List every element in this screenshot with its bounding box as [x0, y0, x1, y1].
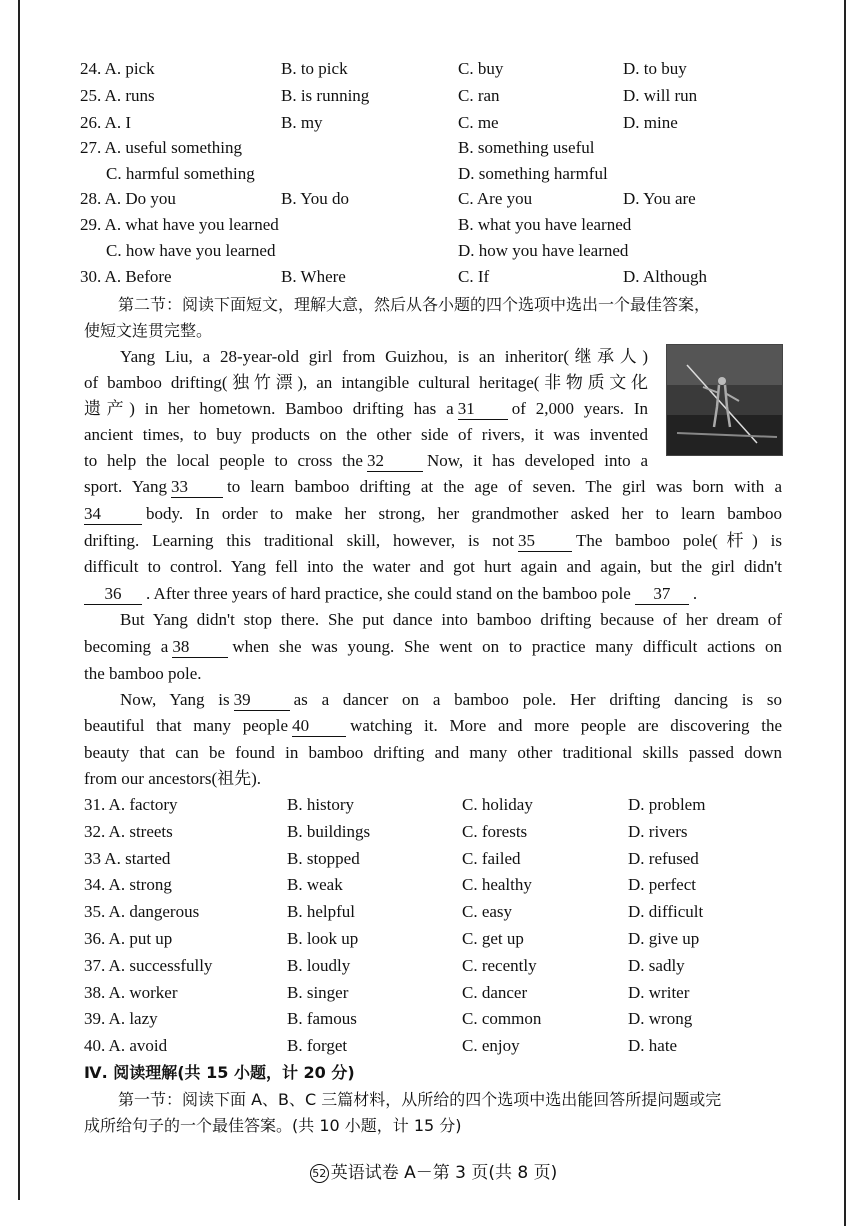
blank-40: 40: [292, 716, 346, 737]
option-a: 26. A. I: [80, 113, 131, 132]
option-a: 33 A. started: [84, 848, 171, 868]
option-d: D. sadly: [628, 955, 685, 975]
option-a: 30. A. Before: [80, 267, 172, 286]
question-25-row: [0, 83, 867, 109]
option-b: B. my: [281, 113, 323, 132]
option-d: D. hate: [628, 1036, 678, 1056]
option-c: C. recently: [462, 955, 537, 975]
option-d: D. problem: [628, 795, 706, 814]
option-d: D. will run: [623, 86, 698, 105]
option-b: B. loudly: [287, 955, 351, 975]
option-b: B. You do: [281, 189, 350, 208]
option-b: B. buildings: [287, 821, 371, 841]
option-b: B. is running: [281, 86, 370, 105]
question-39-row: [0, 1006, 867, 1032]
part4-heading: Ⅳ. 阅读理解(共 15 小题，计 20 分): [84, 1063, 355, 1082]
question-37-row: [0, 953, 867, 979]
option-a: 31. A. factory: [84, 795, 178, 814]
passage-line-12: becoming a 38 when she was young. She went on to practice many difficult actions on: [84, 637, 782, 656]
passage-line-4: ancient times, to buy products on the other side of rivers, it was invented: [84, 425, 648, 444]
option-d: D. give up: [628, 929, 700, 948]
option-b: B. forget: [287, 1036, 348, 1056]
passage-line-10: 36 . After three years of hard practice, she could stand on the bamboo pole 37 .: [84, 581, 782, 607]
option-d: D. refused: [628, 848, 699, 868]
question-32-row: [0, 819, 867, 845]
option-d: D. to buy: [623, 59, 687, 78]
option-d: D. writer: [628, 982, 690, 1002]
option-a: 27. A. useful something: [80, 138, 242, 157]
passage-line-11: But Yang didn't stop there. She put dance into bamboo drifting because of her dream of: [120, 610, 782, 629]
option-d: D. difficult: [628, 902, 704, 922]
option-c: C. common: [462, 1009, 542, 1029]
question-36-row: [0, 926, 867, 952]
passage-line-2: of bamboo drifting(独竹漂), an intangible cultural heritage(非物质文化: [84, 373, 648, 392]
option-b: B. to pick: [281, 59, 348, 78]
blank-38: 38: [172, 637, 228, 658]
option-b: B. look up: [287, 929, 359, 948]
passage-line-14: Now, Yang is 39 as a dancer on a bamboo pole. Her drifting dancing is so: [120, 690, 782, 709]
option-b: B. famous: [287, 1009, 357, 1029]
passage-line-16: beauty that can be found in bamboo drifting and many other traditional skills passed down: [84, 743, 782, 762]
question-27-row1: [0, 135, 867, 161]
option-a: 29. A. what have you learned: [80, 215, 279, 234]
option-d: D. wrong: [628, 1009, 693, 1029]
option-c: C. buy: [458, 59, 504, 78]
part4-instruction: 第一节：阅读下面 A、B、C 三篇材料，从所给的四个选项中选出能回答所提问题或完: [118, 1090, 722, 1109]
blank-33: 33: [171, 477, 223, 498]
option-b: B. something useful: [458, 138, 595, 157]
question-38-row: [0, 980, 867, 1006]
option-a: 36. A. put up: [84, 929, 173, 948]
passage-line-15: beautiful that many people 40 watching it. More and more people are discovering the: [84, 716, 782, 735]
option-c: C. how have you learned: [106, 241, 276, 260]
option-a: 32. A. streets: [84, 821, 173, 841]
option-c: C. Are you: [458, 189, 533, 208]
blank-36: 36: [84, 584, 142, 605]
option-a: 35. A. dangerous: [84, 902, 200, 922]
passage-line-17: from our ancestors(祖先).: [84, 769, 262, 788]
option-a: 40. A. avoid: [84, 1036, 168, 1056]
passage-line-1: Yang Liu, a 28-year-old girl from Guizhou, is an inheritor(继承人): [120, 347, 648, 366]
option-c: C. failed: [462, 848, 521, 868]
option-c: C. forests: [462, 821, 528, 841]
question-31-row: [0, 792, 867, 818]
passage-line-9: difficult to control. Yang fell into the water and got hurt again and again, but the girl didn't: [84, 557, 782, 576]
question-34-row: [0, 872, 867, 898]
question-30-row: [0, 264, 867, 290]
blank-37: 37: [635, 584, 689, 605]
option-b: B. what you have learned: [458, 215, 632, 234]
passage-line-5: to help the local people to cross the 32 Now, it has developed into a: [84, 451, 648, 470]
option-c: C. ran: [458, 86, 500, 105]
blank-31: 31: [458, 399, 508, 420]
option-b: B. Where: [281, 267, 346, 286]
edition-badge: 52: [310, 1164, 329, 1183]
question-33-row: [0, 846, 867, 872]
question-29-row1: [0, 212, 867, 238]
option-d: D. You are: [623, 189, 696, 208]
option-c: C. me: [458, 113, 499, 132]
option-d: D. mine: [623, 113, 678, 132]
option-c: C. get up: [462, 929, 524, 948]
option-a: 28. A. Do you: [80, 189, 176, 208]
option-c: C. healthy: [462, 875, 532, 895]
option-d: D. something harmful: [458, 164, 608, 183]
passage-line-13: the bamboo pole.: [84, 664, 202, 683]
passage-line-7: 34 body. In order to make her strong, her grandmother asked her to learn bamboo: [84, 504, 782, 523]
option-a: 38. A. worker: [84, 982, 178, 1002]
footer-text: 英语试卷 A－第 3 页(共 8 页): [330, 1163, 558, 1183]
passage-line-6: sport. Yang 33 to learn bamboo drifting at the age of seven. The girl was born with a: [84, 477, 782, 496]
section2-instruction-cont: 使短文连贯完整。: [84, 321, 213, 340]
option-c: C. holiday: [462, 795, 533, 814]
blank-32: 32: [367, 451, 423, 472]
question-40-row: [0, 1033, 867, 1059]
option-b: B. history: [287, 795, 355, 814]
question-28-row: [0, 186, 867, 212]
option-b: B. singer: [287, 982, 349, 1002]
passage-line-8: drifting. Learning this traditional skill, however, is not 35 The bamboo pole(杆) is: [84, 531, 782, 550]
option-d: D. perfect: [628, 875, 696, 895]
option-a: 34. A. strong: [84, 875, 172, 895]
option-c: C. enjoy: [462, 1036, 520, 1056]
question-27-row2: [0, 161, 867, 187]
option-b: B. helpful: [287, 902, 355, 922]
page-footer: [0, 1158, 867, 1183]
blank-34: 34: [84, 504, 142, 525]
option-d: D. Although: [623, 267, 708, 286]
blank-39: 39: [234, 690, 290, 711]
option-c: C. harmful something: [106, 164, 255, 183]
blank-35: 35: [518, 531, 572, 552]
option-a: 25. A. runs: [80, 86, 155, 105]
option-a: 39. A. lazy: [84, 1009, 158, 1029]
bamboo-drifting-photo: [666, 344, 783, 456]
passage-line-3: 遗产) in her hometown. Bamboo drifting has a 31 of 2,000 years. In: [84, 399, 648, 418]
option-c: C. If: [458, 267, 490, 286]
option-d: D. how you have learned: [458, 241, 629, 260]
question-24-row: [0, 56, 867, 82]
part4-instruction-cont: 成所给句子的一个最佳答案。(共 10 小题，计 15 分): [84, 1116, 462, 1135]
option-c: C. dancer: [462, 982, 528, 1002]
option-d: D. rivers: [628, 821, 688, 841]
question-26-row: [0, 110, 867, 136]
option-a: 24. A. pick: [80, 59, 155, 78]
option-b: B. weak: [287, 875, 343, 895]
option-b: B. stopped: [287, 848, 360, 868]
section2-instruction: 第二节：阅读下面短文，理解大意，然后从各小题的四个选项中选出一个最佳答案，: [118, 295, 711, 314]
option-c: C. easy: [462, 902, 513, 922]
question-35-row: [0, 899, 867, 925]
question-29-row2: [0, 238, 867, 264]
option-a: 37. A. successfully: [84, 955, 213, 975]
